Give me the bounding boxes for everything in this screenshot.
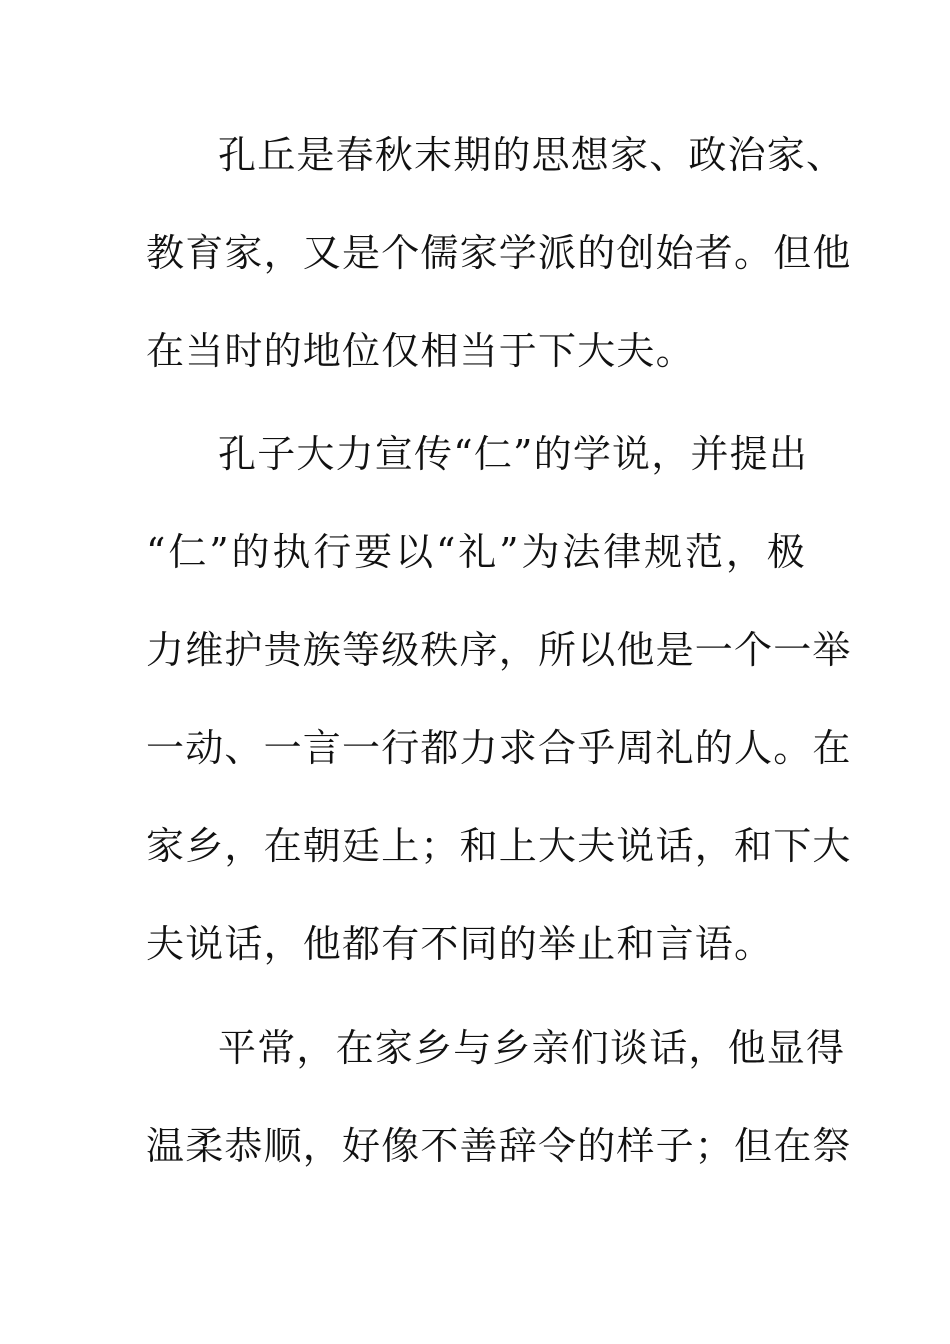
paragraph-2-line-2: “仁”的执行要以“礼”为法律规范，极 (146, 530, 806, 574)
paragraph-2-line-5: 家乡，在朝廷上；和上大夫说话，和下大 (146, 824, 852, 868)
paragraph-2-line-6: 夫说话，他都有不同的举止和言语。 (146, 922, 774, 966)
paragraph-2-line-3: 力维护贵族等级秩序，所以他是一个一举 (146, 628, 852, 672)
paragraph-2-line-4: 一动、一言一行都力求合乎周礼的人。在 (146, 726, 852, 770)
paragraph-1-line-3: 在当时的地位仅相当于下大夫。 (146, 329, 695, 373)
paragraph-1-line-1: 孔丘是春秋末期的思想家、政治家、 (218, 133, 846, 177)
paragraph-2-line-1: 孔子大力宣传“仁”的学说，并提出 (218, 432, 809, 476)
paragraph-3-line-1: 平常，在家乡与乡亲们谈话，他显得 (218, 1026, 846, 1070)
paragraph-1-line-2: 教育家，又是个儒家学派的创始者。但他 (146, 231, 852, 275)
paragraph-3-line-2: 温柔恭顺，好像不善辞令的样子；但在祭 (146, 1124, 852, 1168)
